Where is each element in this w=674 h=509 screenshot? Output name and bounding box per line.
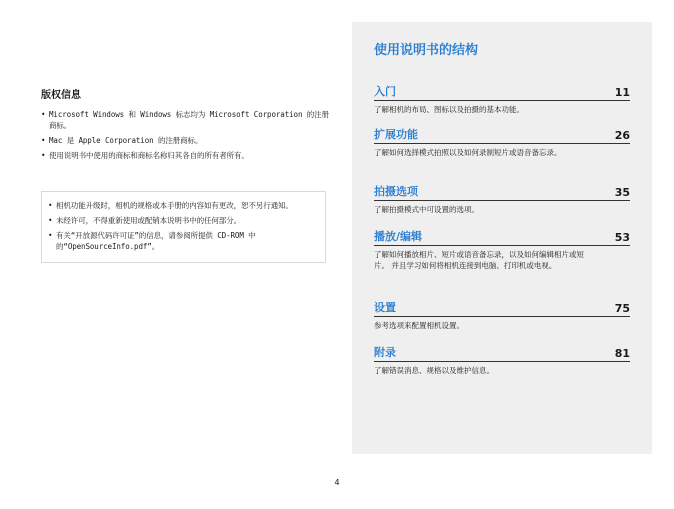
notice-item: • 未经许可，不得重新使用或配销本说明书中的任何部分。 [48,215,325,226]
page-number: 4 [334,478,340,487]
toc-description: 了解如何选择模式拍照以及如何录制短片或语音备忘录。 [374,148,562,157]
toc-page-number: 53 [614,231,630,244]
toc-description: 了解相机的布局、图标以及拍摄的基本功能。 [374,105,524,114]
copyright-item: • Mac 是 Apple Corporation 的注册商标。 [41,135,331,146]
toc-page-number: 26 [614,129,630,142]
notice-item: • 相机功能升级时，相机的规格或本手册的内容如有更改，恕不另行通知。 [48,200,325,211]
toc-title[interactable]: 附录 [374,346,396,359]
toc-page-number: 11 [614,86,630,99]
toc-row [374,344,630,362]
toc-page-number: 35 [614,186,630,199]
toc-panel [352,22,652,454]
toc-title[interactable]: 播放/编辑 [374,230,423,243]
toc-row [374,228,630,246]
toc-description: 了解错误消息、规格以及维护信息。 [374,366,494,375]
toc-title[interactable]: 设置 [374,301,396,314]
toc-title[interactable]: 扩展功能 [374,128,418,141]
toc-entry-shooting-options[interactable] [374,183,630,215]
toc-title[interactable]: 入门 [374,85,396,98]
toc-page-number: 81 [614,347,630,360]
toc-description: 了解如何播放相片、短片或语音备忘录，以及如何编辑相片或短片。 并且学习如何将相机连接到电脑、打印机或电视。 [374,250,584,270]
toc-description: 参考选项来配置相机设置。 [374,321,464,330]
notice-list [48,200,325,252]
toc-entry-extended-functions[interactable] [374,126,630,158]
copyright-item: • Microsoft Windows 和 Windows 标志均为 Microsoft Corporation 的注册商标。 [41,109,331,131]
toc-heading: 使用说明书的结构 [374,43,479,58]
toc-title[interactable]: 拍摄选项 [374,185,418,198]
toc-row [374,299,630,317]
toc-entry-getting-started[interactable] [374,83,630,115]
notice-item: • 有关“开放源代码许可证”的信息，请参阅所提供 CD-ROM 中的“OpenSourceInfo.pdf”。 [48,230,325,252]
toc-entry-playback-editing[interactable] [374,228,630,271]
copyright-list [41,109,331,161]
toc-row [374,83,630,101]
toc-description: 了解拍摄模式中可设置的选项。 [374,205,479,214]
toc-page-number: 75 [614,302,630,315]
toc-row [374,126,630,144]
toc-entry-settings[interactable] [374,299,630,331]
toc-entry-appendix[interactable] [374,344,630,376]
copyright-title: 版权信息 [41,90,81,101]
notice-box [41,191,326,263]
copyright-item: • 使用说明书中使用的商标和商标名称归其各自的所有者所有。 [41,150,331,161]
copyright-section [41,86,331,165]
toc-row [374,183,630,201]
